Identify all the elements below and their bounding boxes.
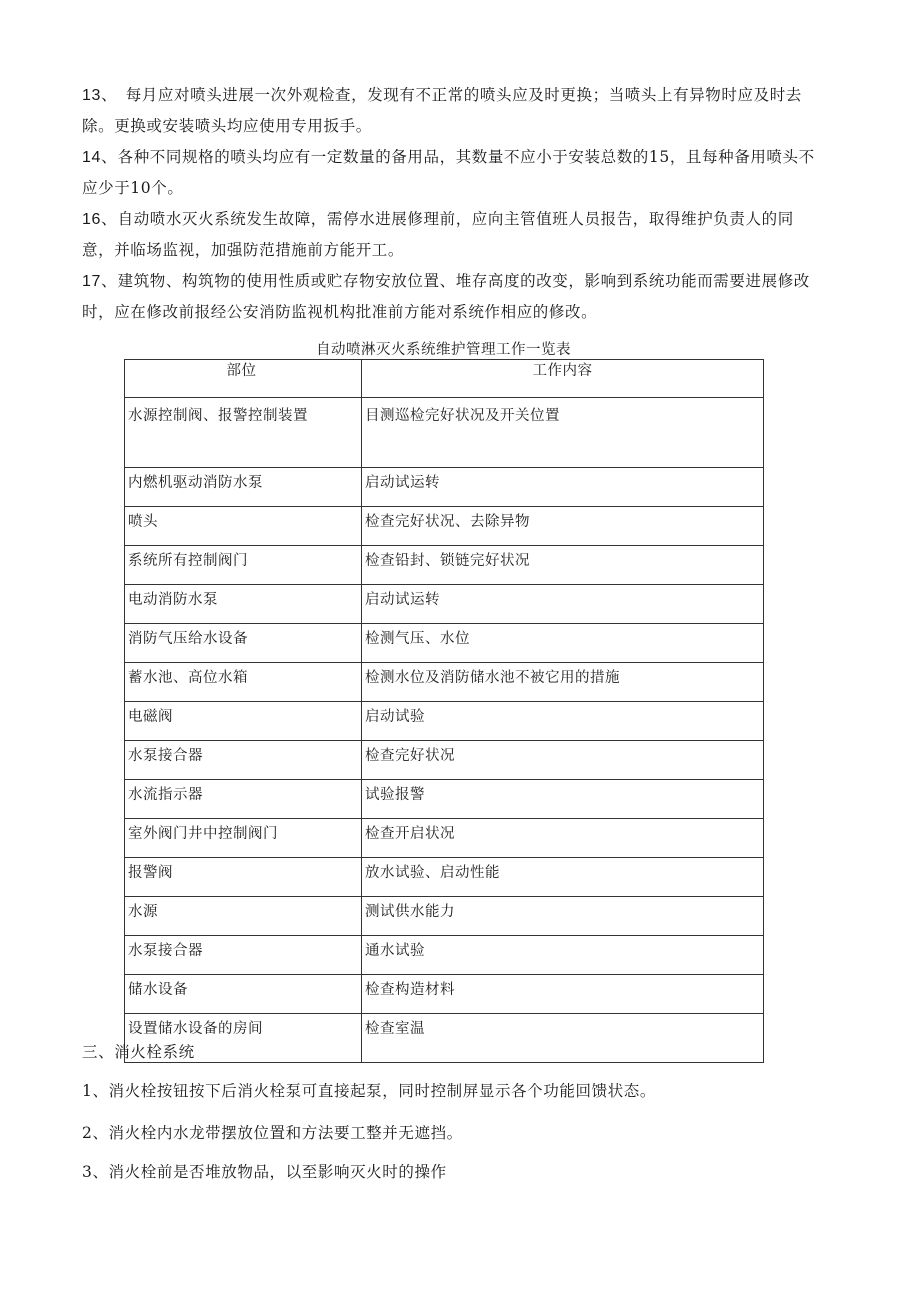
cell-location: 水流指示器 [125, 780, 362, 819]
paragraph-14 [82, 142, 822, 204]
table-row [125, 398, 764, 468]
header-location: 部位 [125, 360, 362, 398]
cell-work: 目测巡检完好状况及开关位置 [362, 398, 764, 468]
cell-location: 水源控制阀、报警控制装置 [125, 398, 362, 468]
table-row [125, 780, 764, 819]
cell-location: 设置储水设备的房间 [125, 1014, 362, 1063]
cell-work: 测试供水能力 [362, 897, 764, 936]
cell-location: 系统所有控制阀门 [125, 546, 362, 585]
paragraph-text: 每月应对喷头进展一次外观检查，发现有不正常的喷头应及时更换；当喷头上有异物时应及时去除。更换或安装喷头均应使用专用扳手。 [82, 86, 802, 135]
cell-location: 电动消防水泵 [125, 585, 362, 624]
table-row [125, 897, 764, 936]
cell-location: 水源 [125, 897, 362, 936]
maintenance-table [124, 359, 764, 1063]
paragraph-text: 各种不同规格的喷头均应有一定数量的备用品，其数量不应小于安装总数的15，且每种备用喷头不应少于10个。 [82, 148, 815, 197]
cell-work: 检查完好状况 [362, 741, 764, 780]
paragraph-number: 17、 [82, 273, 118, 290]
paragraph-number: 14、 [82, 149, 118, 166]
cell-work: 检查室温 [362, 1014, 764, 1063]
table-row [125, 1014, 764, 1063]
section-item-3: 3、消火栓前是否堆放物品，以至影响灭火时的操作 [82, 1163, 447, 1181]
cell-location: 电磁阀 [125, 702, 362, 741]
cell-location: 室外阀门井中控制阀门 [125, 819, 362, 858]
cell-location: 喷头 [125, 507, 362, 546]
table-row [125, 741, 764, 780]
table-row [125, 507, 764, 546]
table-row [125, 663, 764, 702]
table-row [125, 546, 764, 585]
section-item-1: 1、消火栓按钮按下后消火栓泵可直接起泵，同时控制屏显示各个功能回馈状态。 [82, 1082, 656, 1100]
cell-work: 检查完好状况、去除异物 [362, 507, 764, 546]
header-work-content: 工作内容 [362, 360, 764, 398]
cell-work: 检测气压、水位 [362, 624, 764, 663]
paragraph-17 [82, 266, 822, 328]
table-row [125, 936, 764, 975]
cell-location: 蓄水池、高位水箱 [125, 663, 362, 702]
section-heading: 三、消火栓系统 [82, 1043, 195, 1061]
paragraph-13 [82, 80, 822, 142]
table-row [125, 858, 764, 897]
section-item-2: 2、消火栓内水龙带摆放位置和方法要工整并无遮挡。 [82, 1124, 463, 1142]
cell-work: 启动试验 [362, 702, 764, 741]
cell-work: 通水试验 [362, 936, 764, 975]
paragraph-text: 自动喷水灭火系统发生故障，需停水进展修理前，应向主管值班人员报告，取得维护负责人的同意，并临场监视，加强防范措施前方能开工。 [82, 210, 794, 259]
cell-work: 试验报警 [362, 780, 764, 819]
cell-location: 水泵接合器 [125, 936, 362, 975]
cell-work: 启动试运转 [362, 585, 764, 624]
cell-location: 水泵接合器 [125, 741, 362, 780]
cell-work: 检查构造材料 [362, 975, 764, 1014]
table-header-row [125, 360, 764, 398]
cell-work: 检查铅封、锁链完好状况 [362, 546, 764, 585]
cell-location: 储水设备 [125, 975, 362, 1014]
table-row [125, 975, 764, 1014]
cell-work: 启动试运转 [362, 468, 764, 507]
cell-location: 报警阀 [125, 858, 362, 897]
paragraph-16 [82, 204, 822, 266]
table-title: 自动喷淋灭火系统维护管理工作一览表 [316, 342, 571, 358]
cell-work: 检查开启状况 [362, 819, 764, 858]
cell-work: 放水试验、启动性能 [362, 858, 764, 897]
table-row [125, 819, 764, 858]
table-row [125, 585, 764, 624]
cell-work: 检测水位及消防储水池不被它用的措施 [362, 663, 764, 702]
paragraph-text: 建筑物、构筑物的使用性质或贮存物安放位置、堆存高度的改变，影响到系统功能而需要进展修改时，应在修改前报经公安消防监视机构批准前方能对系统作相应的修改。 [82, 272, 810, 321]
cell-location: 消防气压给水设备 [125, 624, 362, 663]
paragraph-number: 16、 [82, 211, 118, 228]
cell-location: 内燃机驱动消防水泵 [125, 468, 362, 507]
paragraph-number: 13、 [82, 87, 110, 104]
table-row [125, 702, 764, 741]
table-row [125, 468, 764, 507]
table-row [125, 624, 764, 663]
